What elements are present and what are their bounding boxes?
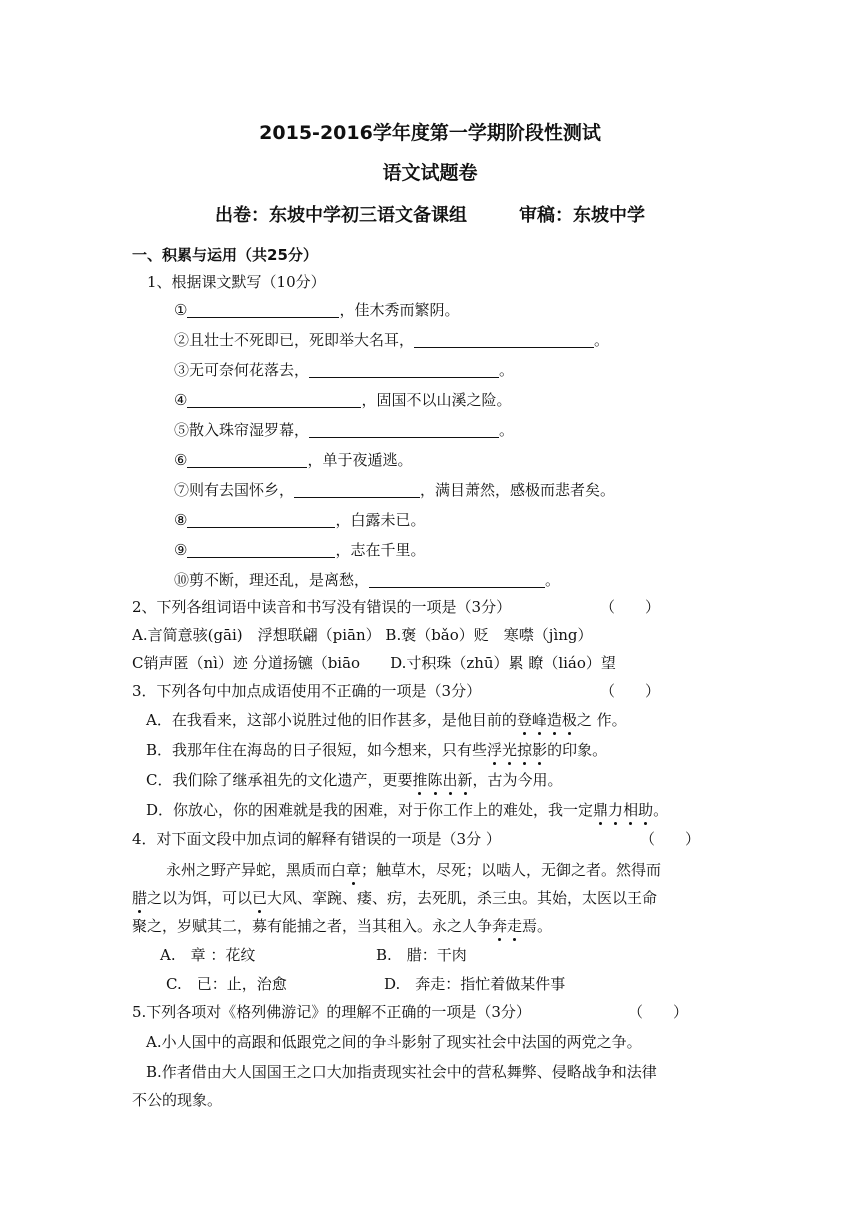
q1-item-7: ⑦则有去国怀乡， ，满目萧然，感极而悲者矣。 xyxy=(174,481,616,499)
answer-blank[interactable] xyxy=(294,481,420,498)
q4-option-c: C. 已：止，治愈 xyxy=(166,975,287,993)
dotted-word: 奔走 xyxy=(492,917,523,935)
q2-options-line1: A.言简意骇(gāi) 浮想联翩（piān） B.褒（bǎo）贬 寒噤（jìng） xyxy=(132,626,593,644)
dotted-phrase: 鼎力相助 xyxy=(593,801,654,819)
q4-stem: 4．对下面文段中加点词的解释有错误的一项是（3分 ） xyxy=(132,830,501,848)
answer-blank[interactable] xyxy=(187,391,361,408)
answer-blank[interactable] xyxy=(414,331,594,348)
dotted-word: 已 xyxy=(252,889,268,907)
q3-option-c: C．我们除了继承祖先的文化遗产，更要推陈出新，古为今用。 xyxy=(146,771,563,789)
q4-passage-line2: 腊之以为饵，可以已大风、挛踠、瘘、疠，去死肌，杀三虫。其始，太医以王命 xyxy=(132,889,658,907)
q3-option-b: B．我那年住在海岛的日子很短，如今想来，只有些浮光掠影的印象。 xyxy=(146,741,608,759)
q3-stem: 3．下列各句中加点成语使用不正确的一项是（3分） xyxy=(132,682,482,700)
answer-blank[interactable] xyxy=(187,301,339,318)
q2-stem: 2、下列各组词语中读音和书写没有错误的一项是（3分） xyxy=(132,598,512,616)
dotted-phrase: 登峰造极 xyxy=(516,711,577,729)
q2-options-line2: C销声匿（nì）迹 分道扬镳（biāo D.寸积珠（zhū）累 瞭（liáo）望 xyxy=(132,654,616,672)
reviewer-label: 审稿：东坡中学 xyxy=(519,205,645,226)
q1-item-6: ⑥ ，单于夜遁逃。 xyxy=(174,451,413,469)
q3-answer-paren[interactable]: （ ） xyxy=(600,682,661,700)
q1-item-2: ②且壮士不死即已，死即举大名耳， 。 xyxy=(174,331,610,349)
answer-blank[interactable] xyxy=(369,571,545,588)
q1-item-9: ⑨ ，志在千里。 xyxy=(174,541,426,559)
q4-passage-line3: 聚之，岁赋其二，募有能捕之者，当其租入。永之人争奔走焉。 xyxy=(132,917,553,935)
q4-passage-line1: 永州之野产异蛇，黑质而白章；触草木，尽死；以啮人，无御之者。然得而 xyxy=(166,861,662,879)
q1-item-5: ⑤散入珠帘湿罗幕， 。 xyxy=(174,421,515,439)
exam-title: 2015-2016学年度第一学期阶段性测试 xyxy=(259,122,601,144)
q5-stem: 5.下列各项对《格列佛游记》的理解不正确的一项是（3分） xyxy=(132,1003,531,1021)
q1-stem: 1、根据课文默写（10分） xyxy=(147,273,326,291)
q5-option-b-line1: B.作者借由大人国国王之口大加指责现实社会中的营私舞弊、侵略战争和法律 xyxy=(146,1063,657,1081)
q1-item-3: ③无可奈何花落去， 。 xyxy=(174,361,515,379)
dotted-phrase: 浮光掠影 xyxy=(487,741,548,759)
q5-option-a: A.小人国中的高跟和低跟党之间的争斗影射了现实社会中法国的两党之争。 xyxy=(146,1033,642,1051)
q1-item-4: ④ ，固国不以山溪之险。 xyxy=(174,391,512,409)
answer-blank[interactable] xyxy=(309,421,499,438)
q5-answer-paren[interactable]: （ ） xyxy=(628,1003,689,1021)
answer-blank[interactable] xyxy=(309,361,499,378)
q3-option-d: D．你放心，你的困难就是我的困难，对于你工作上的难处，我一定鼎力相助。 xyxy=(146,801,669,819)
q4-option-b: B. 腊：干肉 xyxy=(376,946,467,964)
q2-answer-paren[interactable]: （ ） xyxy=(600,598,661,616)
q1-item-8: ⑧ ，白露未已。 xyxy=(174,511,426,529)
dotted-phrase: 推陈出新 xyxy=(412,771,473,789)
author-label: 出卷：东坡中学初三语文备课组 xyxy=(215,205,467,226)
answer-blank[interactable] xyxy=(187,451,307,468)
q4-answer-paren[interactable]: （ ） xyxy=(640,830,701,848)
dotted-word: 腊 xyxy=(132,889,148,907)
section-heading: 一、积累与运用（共25分） xyxy=(132,246,318,264)
q3-option-a: A．在我看来，这部小说胜过他的旧作甚多，是他目前的登峰造极之 作。 xyxy=(146,711,627,729)
q1-item-1: ① ，佳木秀而繁阴。 xyxy=(174,301,460,319)
dotted-word: 章 xyxy=(346,861,362,879)
q4-option-a: A. 章 ：花纹 xyxy=(160,946,256,964)
answer-blank[interactable] xyxy=(187,511,335,528)
q4-option-d: D. 奔走：指忙着做某件事 xyxy=(384,975,566,993)
q5-option-b-line2: 不公的现象。 xyxy=(132,1091,223,1109)
answer-blank[interactable] xyxy=(187,541,335,558)
exam-subtitle: 语文试题卷 xyxy=(382,162,478,184)
exam-credits xyxy=(0,201,860,227)
q1-item-10: ⑩剪不断，理还乱，是离愁， 。 xyxy=(174,571,561,589)
